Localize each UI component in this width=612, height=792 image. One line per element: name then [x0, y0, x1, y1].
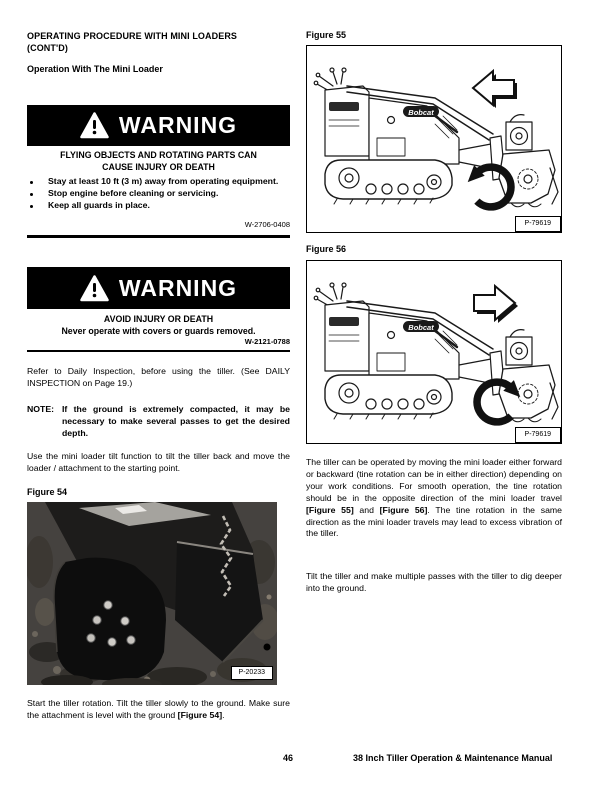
left-column: [27, 0, 290, 792]
section-heading: [27, 31, 290, 54]
bobcat-logo-text: Bobcat: [408, 323, 434, 332]
warning-1-code: W-2706-0408: [244, 220, 290, 229]
warning-triangle-icon: [80, 112, 109, 139]
page-number: 46: [283, 753, 294, 763]
travel-left-arrow-icon: [473, 71, 517, 108]
subsection-heading: Operation With The Mini Loader: [27, 64, 163, 74]
figure56-box: [306, 260, 562, 444]
warning-banner-2-title: WARNING: [118, 274, 238, 301]
warning-triangle-icon: [80, 275, 109, 302]
list-item: [27, 200, 290, 212]
warning-1-heading-line1: FLYING OBJECTS AND ROTATING PARTS CAN: [60, 150, 257, 160]
bullet-text: Stop engine before cleaning or servicing.: [48, 188, 219, 199]
divider: [27, 235, 290, 238]
bobcat-logo-text: Bobcat: [408, 108, 434, 117]
warning-banner-1: [27, 105, 290, 146]
section-heading-line1: OPERATING PROCEDURE WITH MINI LOADERS: [27, 31, 238, 41]
warning-1-heading-line2: CAUSE INJURY OR DEATH: [102, 161, 215, 172]
warning-banner-2: [27, 267, 290, 309]
paragraph-operate-text1: The tiller can be operated by moving the mini loader either forward or backward (tine rotation can be in either direction) depending on your work conditions. For smooth operation, the tine rotation should be in the opposite direction of the mini loader travel: [306, 457, 562, 503]
divider: [27, 350, 290, 352]
paragraph-refer: Refer to Daily Inspection, before using the tiller. (See DAILY INSPECTION on Page 19.): [27, 366, 290, 388]
figure55-label: Figure 55: [306, 30, 347, 40]
warning-banner-1-title: WARNING: [118, 112, 238, 138]
tiller-photo-art: [27, 502, 277, 685]
figure54-label: Figure 54: [27, 487, 68, 497]
figure56-reference: [Figure 56]: [379, 504, 428, 515]
figure56-label: Figure 56: [306, 244, 347, 254]
figure55-photo-code: P-79619: [515, 216, 561, 232]
figure55-reference: [Figure 55]: [306, 504, 354, 515]
figure54-reference: [Figure 54]: [177, 709, 223, 720]
warning-1-bullet-list: [27, 176, 290, 213]
figure56-photo-code: P-79619: [515, 427, 561, 443]
note-block: [27, 404, 290, 440]
photo-code-tag: P-20233: [231, 666, 273, 680]
warning-1-heading: [27, 150, 290, 173]
travel-right-arrow-icon: [474, 286, 518, 323]
paragraph-operate-text2: and: [353, 504, 380, 515]
manual-title: 38 Inch Tiller Operation & Maintenance Manual: [353, 753, 553, 763]
section-heading-line2: (CONT'D): [27, 42, 68, 53]
paragraph-start-period: .: [222, 709, 225, 720]
note-text: If the ground is extremely compacted, it may be necessary to make several passes to get the desired depth.: [62, 404, 290, 438]
paragraph-operate: [306, 457, 562, 540]
list-item: [27, 176, 290, 188]
figure55-box: [306, 45, 562, 233]
paragraph-start-text: Start the tiller rotation. Tilt the tiller slowly to the ground. Make sure the attachment is level with the ground: [27, 698, 290, 720]
bullet-text: Keep all guards in place.: [48, 200, 150, 211]
figure55-drawing: [307, 46, 561, 230]
paragraph-operate-text3: . The tine rotation in the same direction as the mini loader travels may lead to excess vibration of the tiller.: [306, 504, 562, 539]
note-label: NOTE:: [27, 404, 55, 414]
figure56-drawing: [307, 261, 561, 443]
paragraph-start-rotation: [27, 698, 290, 722]
right-column: [306, 0, 562, 792]
bullet-text: Stay at least 10 ft (3 m) away from operating equipment.: [48, 176, 279, 186]
paragraph-tilt-function: Use the mini loader tilt function to tilt the tiller back and move the loader / attachment to the starting point.: [27, 451, 290, 473]
list-item: [27, 188, 290, 200]
warning-2-code: W-2121-0788: [244, 337, 290, 346]
figure54-photo: [27, 502, 277, 685]
paragraph-dig-deeper: Tilt the tiller and make multiple passes with the tiller to dig deeper into the ground.: [306, 571, 562, 593]
warning-2-body: Never operate with covers or guards removed.: [61, 326, 256, 336]
warning-2-heading: AVOID INJURY OR DEATH: [103, 314, 214, 324]
